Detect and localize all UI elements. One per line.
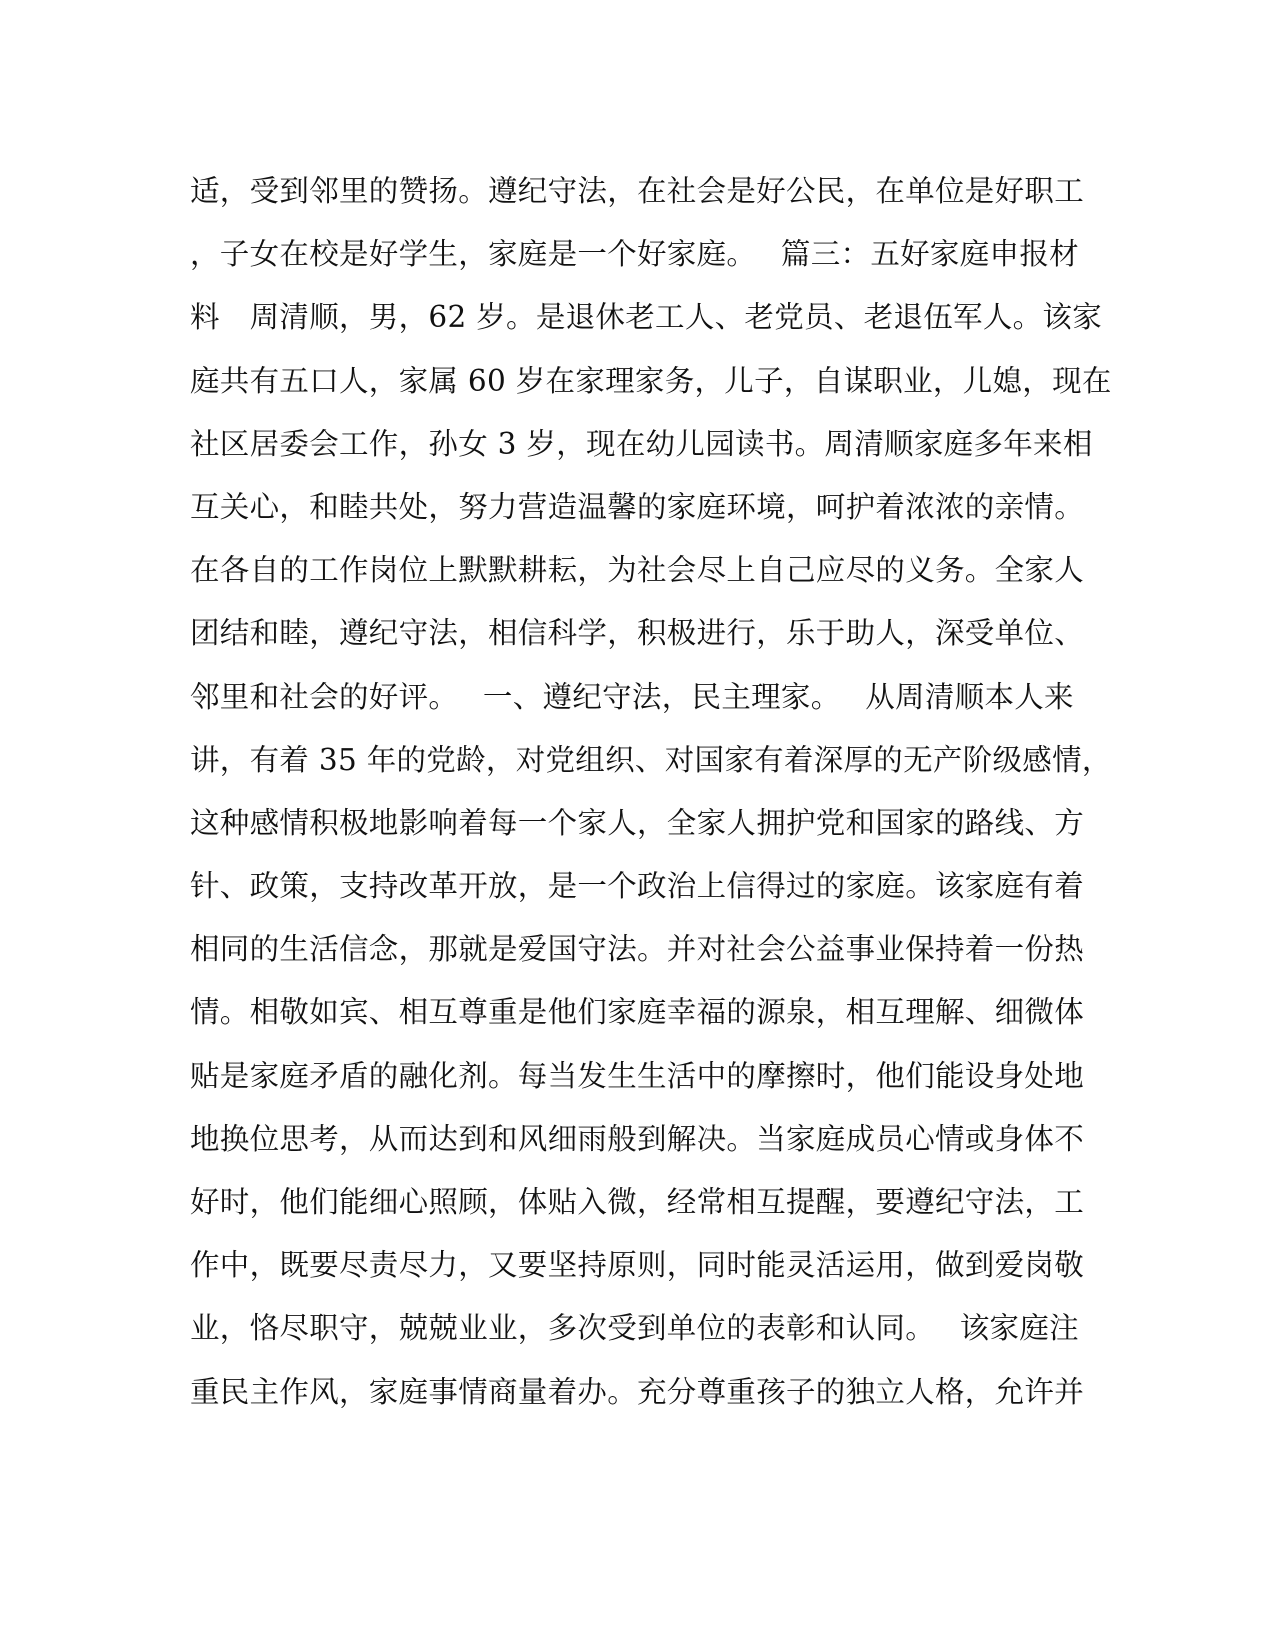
- text-line: ，子女在校是好学生，家庭是一个好家庭。 篇三：五好家庭申报材: [190, 237, 1079, 272]
- text-line: 贴是家庭矛盾的融化剂。每当发生生活中的摩擦时，他们能设身处地: [190, 1058, 1085, 1093]
- text-line: 这种感情积极地影响着每一个家人，全家人拥护党和国家的路线、方: [190, 805, 1085, 840]
- text-line: 针、政策，支持改革开放，是一个政治上信得过的家庭。该家庭有着: [190, 869, 1085, 904]
- text-line: 地换位思考，从而达到和风细雨般到解决。当家庭成员心情或身体不: [190, 1121, 1085, 1156]
- text-line: 团结和睦，遵纪守法，相信科学，积极进行，乐于助人，深受单位、: [190, 616, 1085, 651]
- text-line: 适，受到邻里的赞扬。遵纪守法，在社会是好公民，在单位是好职工: [190, 174, 1085, 208]
- text-line: 情。相敬如宾、相互尊重是他们家庭幸福的源泉，相互理解、细微体: [190, 995, 1085, 1030]
- text-line: 在各自的工作岗位上默默耕耘，为社会尽上自己应尽的义务。全家人: [190, 553, 1085, 588]
- text-line: 料 周清顺，男，62 岁。是退休老工人、老党员、老退伍军人。该家: [190, 300, 1103, 335]
- body-text: [190, 160, 1112, 1424]
- text-line: 业，恪尽职守，兢兢业业，多次受到单位的表彰和认同。 该家庭注: [190, 1311, 1079, 1346]
- text-line: 相同的生活信念，那就是爱国守法。并对社会公益事业保持着一份热: [190, 932, 1085, 967]
- text-line: 作中，既要尽责尽力，又要坚持原则，同时能灵活运用，做到爱岗敬: [190, 1248, 1085, 1283]
- text-line: 互关心，和睦共处，努力营造温馨的家庭环境，呵护着浓浓的亲情。: [190, 489, 1085, 524]
- text-line: 邻里和社会的好评。 一、遵纪守法，民主理家。 从周清顺本人来: [190, 679, 1074, 714]
- text-line: 社区居委会工作，孙女 3 岁，现在幼儿园读书。周清顺家庭多年来相: [190, 426, 1093, 461]
- text-line: 好时，他们能细心照顾，体贴入微，经常相互提醒，要遵纪守法，工: [190, 1185, 1085, 1219]
- text-line: 庭共有五口人，家属 60 岁在家理家务，儿子，自谋职业，儿媳，现在: [190, 363, 1112, 398]
- text-line: 重民主作风，家庭事情商量着办。充分尊重孩子的独立人格，允许并: [190, 1374, 1085, 1409]
- text-line: 讲，有着 35 年的党龄，对党组织、对国家有着深厚的无产阶级感情，: [190, 742, 1112, 777]
